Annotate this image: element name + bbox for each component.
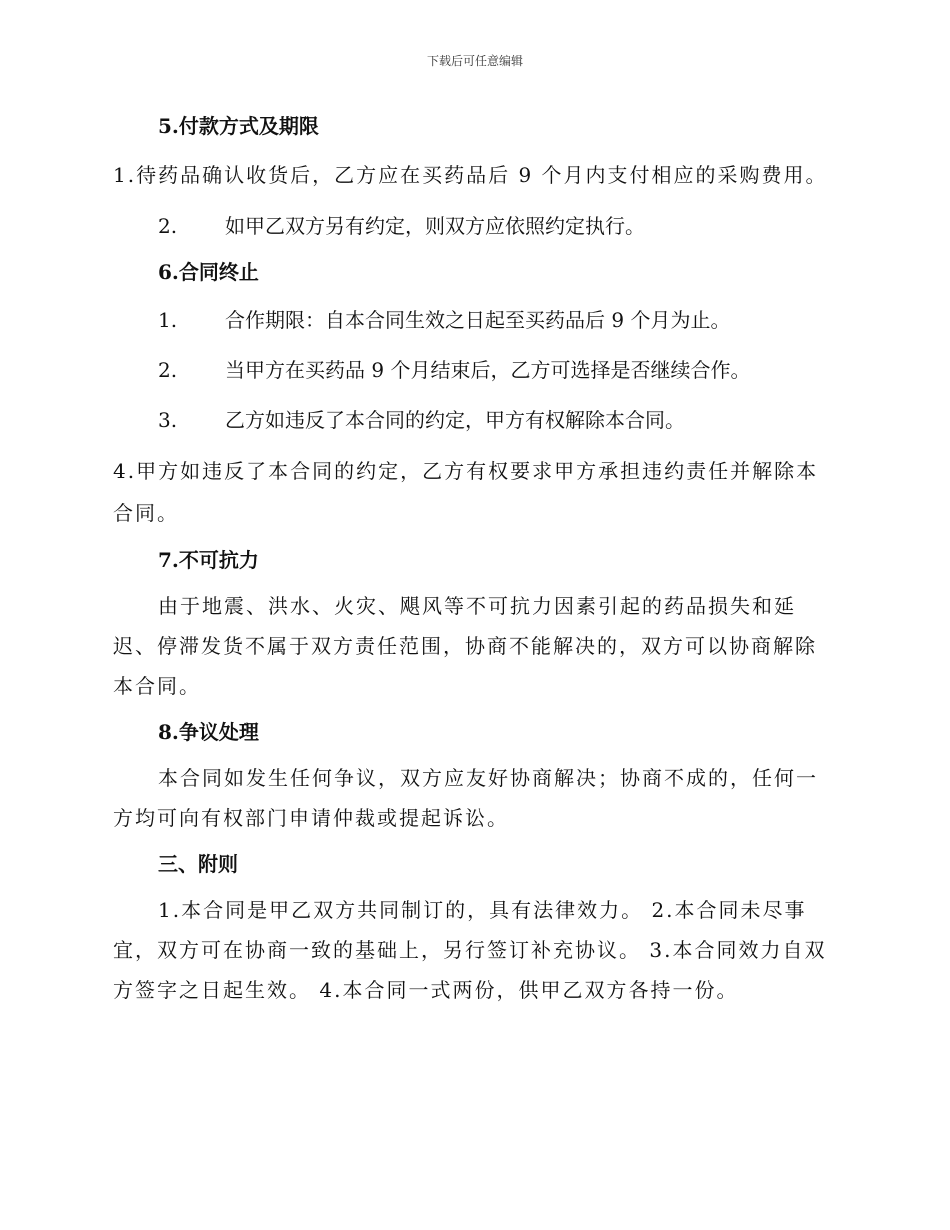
document-body bbox=[113, 110, 833, 1010]
item-text: 如甲乙双方另有约定，则双方应依照约定执行。 bbox=[225, 214, 645, 238]
item-number: 4. bbox=[113, 459, 137, 483]
section-6-item-4 bbox=[113, 450, 833, 534]
section-8-title: 8.争议处理 bbox=[158, 720, 259, 744]
section-6-item-1 bbox=[113, 300, 833, 340]
item-number: 3. bbox=[158, 408, 178, 432]
section-6-item-3 bbox=[113, 400, 833, 440]
section-7-title: 7.不可抗力 bbox=[158, 548, 259, 572]
item-number: 2. bbox=[158, 214, 178, 238]
item-text: 乙方如违反了本合同的约定，甲方有权解除本合同。 bbox=[225, 408, 685, 432]
item-text: 当甲方在买药品 9 个月结束后，乙方可选择是否继续合作。 bbox=[225, 358, 751, 382]
item-number: 1. bbox=[158, 308, 178, 332]
item-number: 2. bbox=[158, 358, 178, 382]
section-8-text: 本合同如发生任何争议，双方应友好协商解决；协商不成的，任何一方均可向有权部门申请仲裁或提起诉讼。 bbox=[113, 766, 818, 830]
item-number: 1. bbox=[113, 163, 137, 187]
section-appendix-title: 三、附则 bbox=[158, 852, 238, 876]
section-7-text: 由于地震、洪水、火灾、飓风等不可抗力因素引起的药品损失和延迟、停滞发货不属于双方责任范围，协商不能解决的，双方可以协商解除本合同。 bbox=[113, 594, 817, 698]
section-6-item-2 bbox=[113, 350, 833, 390]
section-5-item-1 bbox=[113, 154, 833, 196]
item-text: 合作期限：自本合同生效之日起至买药品后 9 个月为止。 bbox=[225, 308, 731, 332]
section-6-title: 6.合同终止 bbox=[158, 260, 259, 284]
section-appendix-text: 1.本合同是甲乙双方共同制订的，具有法律效力。 2.本合同未尽事宜，双方可在协商一致的基础上，另行签订补充协议。 3.本合同效力自双方签字之日起生效。 4.本合同一式两份，供甲乙双方各持一份。 bbox=[113, 898, 827, 1002]
item-text: 甲方如违反了本合同的约定，乙方有权要求甲方承担违约责任并解除本合同。 bbox=[113, 459, 819, 525]
item-text: 待药品确认收货后，乙方应在买药品后 9 个月内支付相应的采购费用。 bbox=[136, 163, 828, 187]
section-5-title: 5.付款方式及期限 bbox=[158, 114, 319, 138]
section-5-item-2 bbox=[113, 206, 833, 246]
page-header: 下载后可任意编辑 bbox=[426, 54, 523, 68]
